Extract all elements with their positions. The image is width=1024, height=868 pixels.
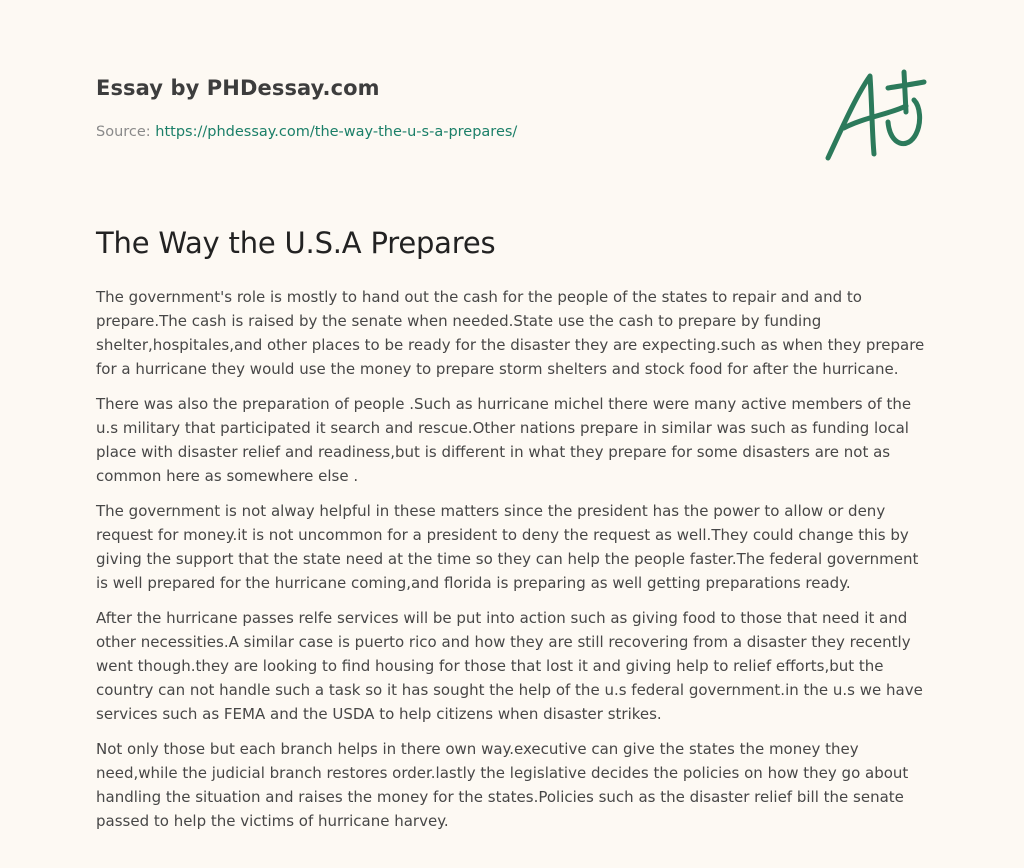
essay-paragraph: There was also the preparation of people .Such as hurricane michel there were many active members of the u.s military that participated it search and rescue.Other nations prepare in similar was such as funding local place with disaster relief and readiness,but is different in what they prepare for some disasters are not as common here as somewhere else .	[96, 395, 912, 485]
essay-title: The Way the U.S.A Prepares	[96, 226, 496, 260]
site-brand: Essay by PHDessay.com	[96, 76, 380, 100]
source-line	[96, 124, 517, 140]
essay-paragraph: After the hurricane passes relfe services will be put into action such as giving food to those that need it and other necessities.A similar case is puerto rico and how they are still recovering from a disaster they recently went though.they are looking to find housing for those that lost it and giving help to relief efforts,but the country can not handle such a task so it has sought the help of the u.s federal government.in the u.s we have services such as FEMA and the USDA to help citizens when disaster strikes.	[96, 609, 923, 723]
essay-body	[96, 285, 932, 844]
source-link[interactable]: https://phdessay.com/the-way-the-u-s-a-prepares/	[155, 124, 518, 140]
source-label: Source:	[96, 124, 151, 140]
essay-paragraph: Not only those but each branch helps in there own way.executive can give the states the money they need,while the judicial branch restores order.lastly the legislative decides the policies on how they go about handling the situation and raises the money for the states.Policies such as the disaster relief bill the senate passed to help the victims of hurricane harvey.	[96, 740, 909, 830]
header	[96, 76, 380, 100]
essay-paragraph: The government is not alway helpful in these matters since the president has the power to allow or deny request for money.it is not uncommon for a president to deny the request as well.They could change this by giving the support that the state need at the time so they can help the people faster.The federal government is well prepared for the hurricane coming,and florida is preparing as well getting preparations ready.	[96, 502, 919, 592]
a-plus-logo-icon	[818, 66, 930, 166]
essay-paragraph: The government's role is mostly to hand out the cash for the people of the states to repair and and to prepare.The cash is raised by the senate when needed.State use the cash to prepare by funding shelter,hospitales,and other places to be ready for the disaster they are expecting.such as when they prepare for a hurricane they would use the money to prepare storm shelters and stock food for after the hurricane.	[96, 288, 925, 378]
